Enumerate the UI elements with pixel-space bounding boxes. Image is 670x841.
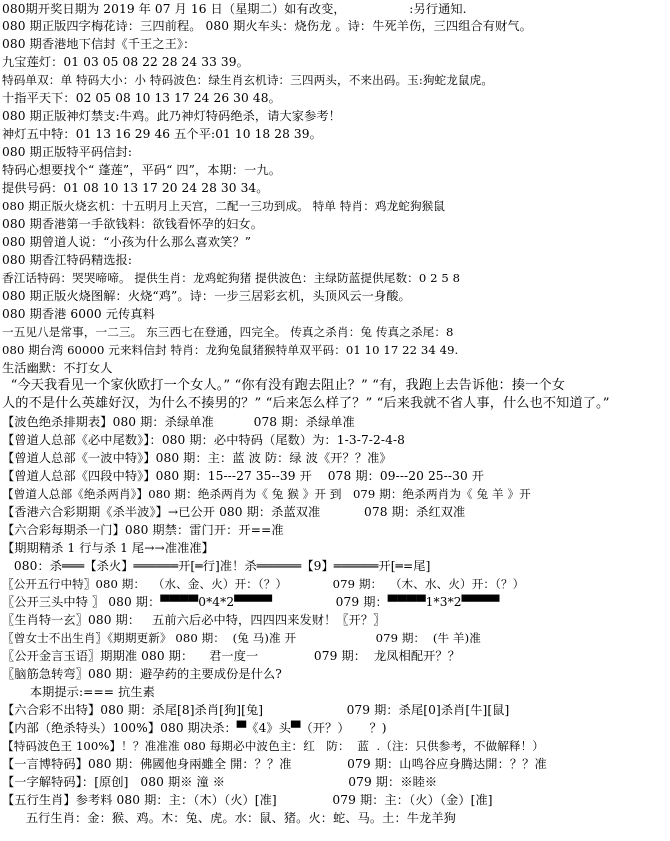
text-line-hk-envelope: 080 期香港地下信封《千王之王》： bbox=[2, 37, 196, 51]
text-line-heart-want: 特码心想要找个“ 蓬莲”，平码“ 四”，本期：一九。 bbox=[2, 163, 282, 177]
text-line-fire-diagram: 080 期正版火烧图解：火烧“鸡”。诗：一步三居彩玄机，头顶风云一身酸。 bbox=[2, 289, 411, 303]
text-line-flat-envelope: 080 期正版特平码信封: bbox=[2, 145, 133, 159]
text-line-humor-body-1: “今天我看见一个家伙欧打一个女人。” “你有没有跑去阻止？” “有，我跑上去告诉他：揍一个女 bbox=[2, 378, 565, 393]
text-line-lotus-numbers: 九宝莲灯：01 03 05 08 22 28 24 33 39。 bbox=[2, 55, 249, 69]
text-line-hk-first-hand: 080 期香港第一手欲钱料：欲钱看怀孕的妇女。 bbox=[2, 217, 263, 231]
text-line-wave-king: 【特码波色王 100%】！？准准准 080 每期必中波色主：红 防： 蓝 .（注：只供参考，不做解释！） bbox=[2, 739, 544, 753]
text-line-zeng-kill-two: 【曾道人总部《绝杀两肖》】080 期：绝杀两肖为《 兔 猴 》开 到 079 期：绝杀两肖为《 兔 羊 》开 bbox=[2, 487, 531, 501]
text-line-wave-color: 【波色绝杀排期表】080 期：杀绿单准 078 期：杀绿单准 bbox=[2, 415, 355, 429]
text-line-lamp-five: 神灯五中特：01 13 16 29 46 五个平:01 10 18 28 39。 bbox=[2, 127, 322, 141]
text-line-brain-teaser: 〖脑筋急转弯〗080 期：避孕药的主要成份是什么? bbox=[2, 667, 282, 681]
text-line-kill-fire-nine: 080：杀═══【杀火】══════开[═行]准！杀══════【9】══════开[═=尾] bbox=[2, 559, 431, 573]
text-line-zodiac-mystery: 〖生肖特一玄〗080 期： 五前六后必中特，四四四来发财！〖开？〗 bbox=[2, 613, 386, 627]
text-line-one-char: 【一字解特码】：[原创] 080 期※ 潼 ※ 079 期：※睦※ bbox=[2, 775, 438, 789]
text-line-kill-element: 【期期精杀 1 行与杀 1 尾→→准准准】 bbox=[2, 541, 214, 555]
text-line-five-elements: 〖公开五行中特〗080 期： （水、金、火）开：（？） 079 期： （木、水、火）开：（？） bbox=[2, 577, 525, 591]
text-line-element-zodiac: 【五行生肖】参考料 080 期：主：（木）（火）[准] 079 期：主：（火）（金）[准] bbox=[2, 793, 493, 807]
text-line-odd-even: 特码单双：单 特码大小：小 特码波色：绿生肖玄机诗：三四两头，不来出码。玉:狗蛇龙鼠虎。 bbox=[2, 73, 494, 87]
text-line-three-heads: 〖公开三头中特 〗 080 期：▀▀▀▀0*4*2▀▀▀▀ 079 期：▀▀▀▀1*3*2▀▀▀▀ bbox=[2, 595, 500, 609]
text-line-inner-kill-head: 【内部（绝杀特头）100%】080 期决杀：▀《4》头▀（开？） ？) bbox=[2, 721, 387, 735]
text-line-humor-title: 生活幽默：不打女人 bbox=[2, 361, 113, 375]
text-line-no-special: 【六合彩不出特】080 期：杀尾[8]杀肖[狗][兔] 079 期：杀尾[0]杀肖[牛][鼠] bbox=[2, 703, 510, 717]
text-line-plum-poem: 080 期正版四字梅花诗：三四前程。 080 期火车头：烧伤龙 。诗：牛死羊伤，三四组合有财气。 bbox=[2, 19, 532, 33]
text-line-draw-date: 080期开奖日期为 2019 年 07 月 16 日（星期二）如有改变， :另行通知. bbox=[2, 2, 467, 16]
text-line-humor-body-2: 人的不是什么英雄好汉，为什么不揍男的？” “后来怎么样了？” “后来我就不省人事，什么也不知道了。” bbox=[2, 396, 610, 411]
text-line-teaser-hint: 本期提示:=== 抗生素 bbox=[2, 685, 155, 699]
text-line-kill-one-gate: 【六合彩每期杀一门】080 期禁：雷门开：开==准 bbox=[2, 523, 284, 537]
text-line-golden-words: 〖公开金言玉语〗期期准 080 期： 君一度一 079 期： 龙凤相配开？？ bbox=[2, 649, 461, 663]
text-line-zeng-says: 080 期曾道人说：“小孩为什么那么喜欢笑？” bbox=[2, 235, 252, 249]
text-line-hk-fax: 080 期香港 6000 元传真料 bbox=[2, 307, 155, 321]
text-line-xiangjiang-words: 香江话特码：哭哭啼啼。 提供生肖：龙鸡蛇狗猪 提供波色：主绿防蓝提供尾数：0 2 5 8 bbox=[2, 271, 461, 285]
text-line-lamp-ban: 080 期正版神灯禁支:牛鸡。此乃神灯特码绝杀，请大家参考！ bbox=[2, 109, 341, 123]
text-line-fax-content: 一五见八是常事，一二三。 东三西七在登通，四完全。 传真之杀肖：兔 传真之杀尾：8 bbox=[2, 325, 454, 339]
text-line-xiangjiang-header: 080 期香江特码精选报: bbox=[2, 253, 133, 267]
text-line-element-list: 五行生肖：金：猴、鸡。木：兔、虎。水：鼠、猪。火：蛇、马。土：牛龙羊狗 bbox=[2, 811, 456, 825]
text-line-kill-half-wave: 【香港六合彩期期《杀半波》】→已公开 080 期：杀蓝双准 078 期：杀红双准 bbox=[2, 505, 466, 519]
text-line-zeng-segments: 【曾道人总部《四段中特》】080 期：15---27 35--39 开 078 期：09---20 25--30 开 bbox=[2, 469, 485, 483]
text-line-zeng-wave: 【曾道人总部《一波中特》】080 期：主：蓝 波 防：绿 波《开？？准》 bbox=[2, 451, 392, 465]
text-line-miss-zeng: 〖曾女士不出生肖〗《期期更新》 080 期： (兔 马)准 开 079 期： (牛 羊)准 bbox=[2, 631, 481, 645]
text-line-zeng-tail: 【曾道人总部《必中尾数》】：080 期：必中特码（尾数）为：1-3-7-2-4-8 bbox=[2, 433, 406, 447]
text-line-ten-fingers: 十指平天下：02 05 08 10 13 17 24 26 30 48。 bbox=[2, 91, 281, 105]
text-line-one-word-bet: 【一言博特码】080 期：佛國他身兩雖全 開：？？准 079 期：山鸣谷应身腾达開：？？准 bbox=[2, 757, 547, 771]
text-line-provided-numbers: 提供号码：01 08 10 13 17 20 24 28 30 34。 bbox=[2, 181, 269, 195]
text-line-fire-mystery: 080 期正版火烧玄机：十五明月上天宫，二配一三功到成。 特单 特肖：鸡龙蛇狗猴鼠 bbox=[2, 199, 446, 213]
text-line-taiwan-envelope: 080 期台湾 60000 元来料信封 特肖：龙狗兔鼠猪猴特单双平码：01 10 17 22 34 49. bbox=[2, 343, 459, 357]
